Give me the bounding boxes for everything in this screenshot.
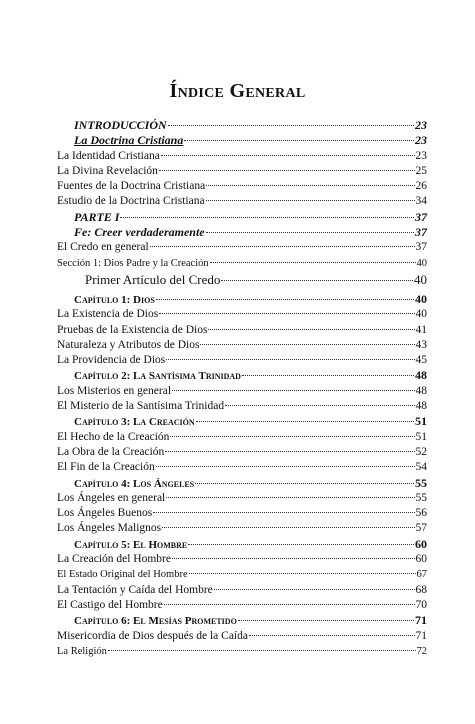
toc-label: El Misterio de la Santísima Trinidad: [57, 400, 225, 413]
toc-entry: [57, 460, 427, 475]
toc-page: 51: [415, 430, 427, 443]
table-of-contents: [57, 118, 427, 659]
toc-label: El Estado Original del Hombre: [57, 569, 188, 581]
toc-page: 40: [415, 291, 427, 306]
leader-dots: [206, 200, 415, 201]
toc-entry: [57, 644, 427, 659]
toc-label: Naturaleza y Atributos de Dios: [57, 338, 200, 351]
leader-dots: [165, 451, 414, 452]
toc-page: 52: [415, 445, 427, 458]
toc-label: Primer Artículo del Credo: [85, 271, 221, 287]
toc-label: El Hecho de la Creación: [57, 430, 170, 443]
toc-entry: [57, 133, 427, 148]
toc-entry: [57, 256, 427, 271]
toc-page: 40: [416, 257, 427, 269]
toc-page: 55: [415, 475, 427, 490]
leader-dots: [249, 635, 415, 636]
toc-label: Los Ángeles Malignos: [57, 522, 162, 535]
toc-entry: [57, 323, 427, 338]
toc-page: 40: [415, 308, 427, 321]
toc-entry: [57, 384, 427, 399]
leader-dots: [221, 280, 413, 281]
leader-dots: [166, 359, 414, 360]
leader-dots: [159, 170, 415, 171]
toc-page: 60: [415, 536, 427, 551]
leader-dots: [161, 155, 415, 156]
toc-label: Fuentes de la Doctrina Cristiana: [57, 180, 206, 193]
toc-entry: [57, 629, 427, 644]
toc-chapter: [57, 613, 427, 628]
toc-page: 54: [415, 461, 427, 474]
toc-label: La Divina Revelación: [57, 164, 158, 177]
toc-page: 23: [415, 118, 427, 132]
toc-label: Capítulo 6: El Mesías Prometido: [74, 615, 237, 628]
toc-entry: [57, 210, 427, 225]
leader-dots: [162, 527, 414, 528]
toc-entry: [57, 240, 427, 255]
toc-label: La Providencia de Dios: [57, 354, 166, 367]
toc-chapter: [57, 414, 427, 429]
toc-page: 68: [415, 583, 427, 596]
page-title: Índice General: [169, 80, 306, 102]
leader-dots: [166, 497, 414, 498]
leader-dots: [188, 544, 414, 545]
toc-chapter: [57, 292, 427, 307]
toc-page: 23: [415, 149, 427, 162]
toc-page: 57: [415, 522, 427, 535]
toc-label: Pruebas de la Existencia de Dios: [57, 323, 208, 336]
toc-entry: [57, 353, 427, 368]
leader-dots: [172, 390, 414, 391]
leader-dots: [200, 344, 414, 345]
toc-entry: [57, 271, 427, 289]
leader-dots: [120, 217, 414, 218]
toc-label: La Creación del Hombre: [57, 553, 171, 566]
leader-dots: [196, 421, 414, 422]
toc-entry: [57, 521, 427, 536]
toc-label: Capítulo 3: La Creación: [74, 416, 195, 429]
toc-label: Los Ángeles Buenos: [57, 507, 153, 520]
toc-label: Capítulo 5: El Hombre: [74, 538, 188, 551]
leader-dots: [108, 650, 416, 651]
leader-dots: [225, 405, 414, 406]
toc-entry: [57, 491, 427, 506]
toc-entry: [57, 149, 427, 164]
toc-page: 41: [415, 323, 427, 336]
toc-label: El Castigo del Hombre: [57, 598, 163, 611]
toc-page: 48: [415, 368, 427, 383]
leader-dots: [242, 375, 414, 376]
toc-entry: [57, 118, 427, 133]
toc-entry: [57, 307, 427, 322]
toc-label: Estudio de la Doctrina Cristiana: [57, 195, 205, 208]
leader-dots: [170, 436, 414, 437]
toc-page: 48: [415, 400, 427, 413]
toc-page: 34: [415, 195, 427, 208]
toc-page: 55: [415, 491, 427, 504]
toc-page: 71: [415, 629, 427, 642]
toc-label: El Credo en general: [57, 241, 149, 254]
toc-page: 26: [415, 180, 427, 193]
leader-dots: [238, 620, 414, 621]
toc-page: 70: [415, 598, 427, 611]
toc-page: 67: [416, 569, 427, 581]
leader-dots: [164, 604, 415, 605]
toc-label: Los Misterios en general: [57, 384, 172, 397]
toc-page: 40: [414, 271, 427, 287]
toc-entry: [57, 430, 427, 445]
leader-dots: [208, 329, 414, 330]
toc-entry: [57, 598, 427, 613]
toc-page: 37: [415, 225, 427, 240]
toc-entry: [57, 506, 427, 521]
toc-page: 43: [415, 338, 427, 351]
toc-label: Misericordia de Dios después de la Caída: [57, 629, 248, 642]
toc-label: INTRODUCCIÓN: [74, 118, 167, 132]
toc-label: La Religión: [57, 645, 107, 657]
toc-label: PARTE I: [74, 209, 120, 224]
toc-page: 23: [415, 133, 427, 148]
toc-chapter: [57, 476, 427, 491]
leader-dots: [172, 558, 415, 559]
leader-dots: [153, 512, 414, 513]
toc-label: Sección 1: Dios Padre y la Creación: [57, 257, 209, 269]
toc-label: La Doctrina Cristiana: [74, 133, 184, 148]
leader-dots: [206, 185, 414, 186]
toc-label: Capítulo 2: La Santísima Trinidad: [74, 370, 241, 383]
leader-dots: [159, 313, 414, 314]
toc-entry: [57, 567, 427, 582]
toc-label: Capítulo 1: Dios: [74, 293, 155, 306]
toc-label: El Fin de la Creación: [57, 461, 155, 474]
toc-page: 60: [415, 553, 427, 566]
leader-dots: [210, 262, 416, 263]
toc-label: Fe: Creer verdaderamente: [74, 225, 205, 240]
toc-label: Los Ángeles en general: [57, 491, 166, 504]
toc-entry: [57, 399, 427, 414]
leader-dots: [168, 125, 414, 126]
leader-dots: [189, 573, 416, 574]
toc-entry: [57, 552, 427, 567]
toc-page: 25: [415, 164, 427, 177]
toc-page: 48: [415, 384, 427, 397]
toc-entry: [57, 583, 427, 598]
toc-page: 72: [416, 645, 427, 657]
toc-page: 56: [415, 507, 427, 520]
toc-label: La Existencia de Dios: [57, 308, 159, 321]
toc-entry: [57, 338, 427, 353]
leader-dots: [214, 589, 415, 590]
toc-entry: [57, 225, 427, 240]
toc-label: Capítulo 4: Los Ángeles: [74, 477, 195, 490]
leader-dots: [206, 232, 414, 233]
toc-entry: [57, 194, 427, 209]
toc-entry: [57, 164, 427, 179]
leader-dots: [150, 246, 415, 247]
toc-chapter: [57, 368, 427, 383]
leader-dots: [195, 483, 414, 484]
toc-label: La Obra de la Creación: [57, 445, 165, 458]
toc-page: 45: [415, 354, 427, 367]
toc-entry: [57, 445, 427, 460]
leader-dots: [156, 299, 414, 300]
leader-dots: [156, 466, 415, 467]
toc-label: La Identidad Cristiana: [57, 149, 160, 162]
toc-page: 37: [415, 241, 427, 254]
leader-dots: [184, 140, 414, 141]
toc-page: 51: [415, 414, 427, 429]
toc-entry: [57, 179, 427, 194]
toc-chapter: [57, 537, 427, 552]
toc-page: 71: [415, 613, 427, 628]
toc-label: La Tentación y Caída del Hombre: [57, 583, 213, 596]
toc-page: 37: [415, 209, 427, 224]
